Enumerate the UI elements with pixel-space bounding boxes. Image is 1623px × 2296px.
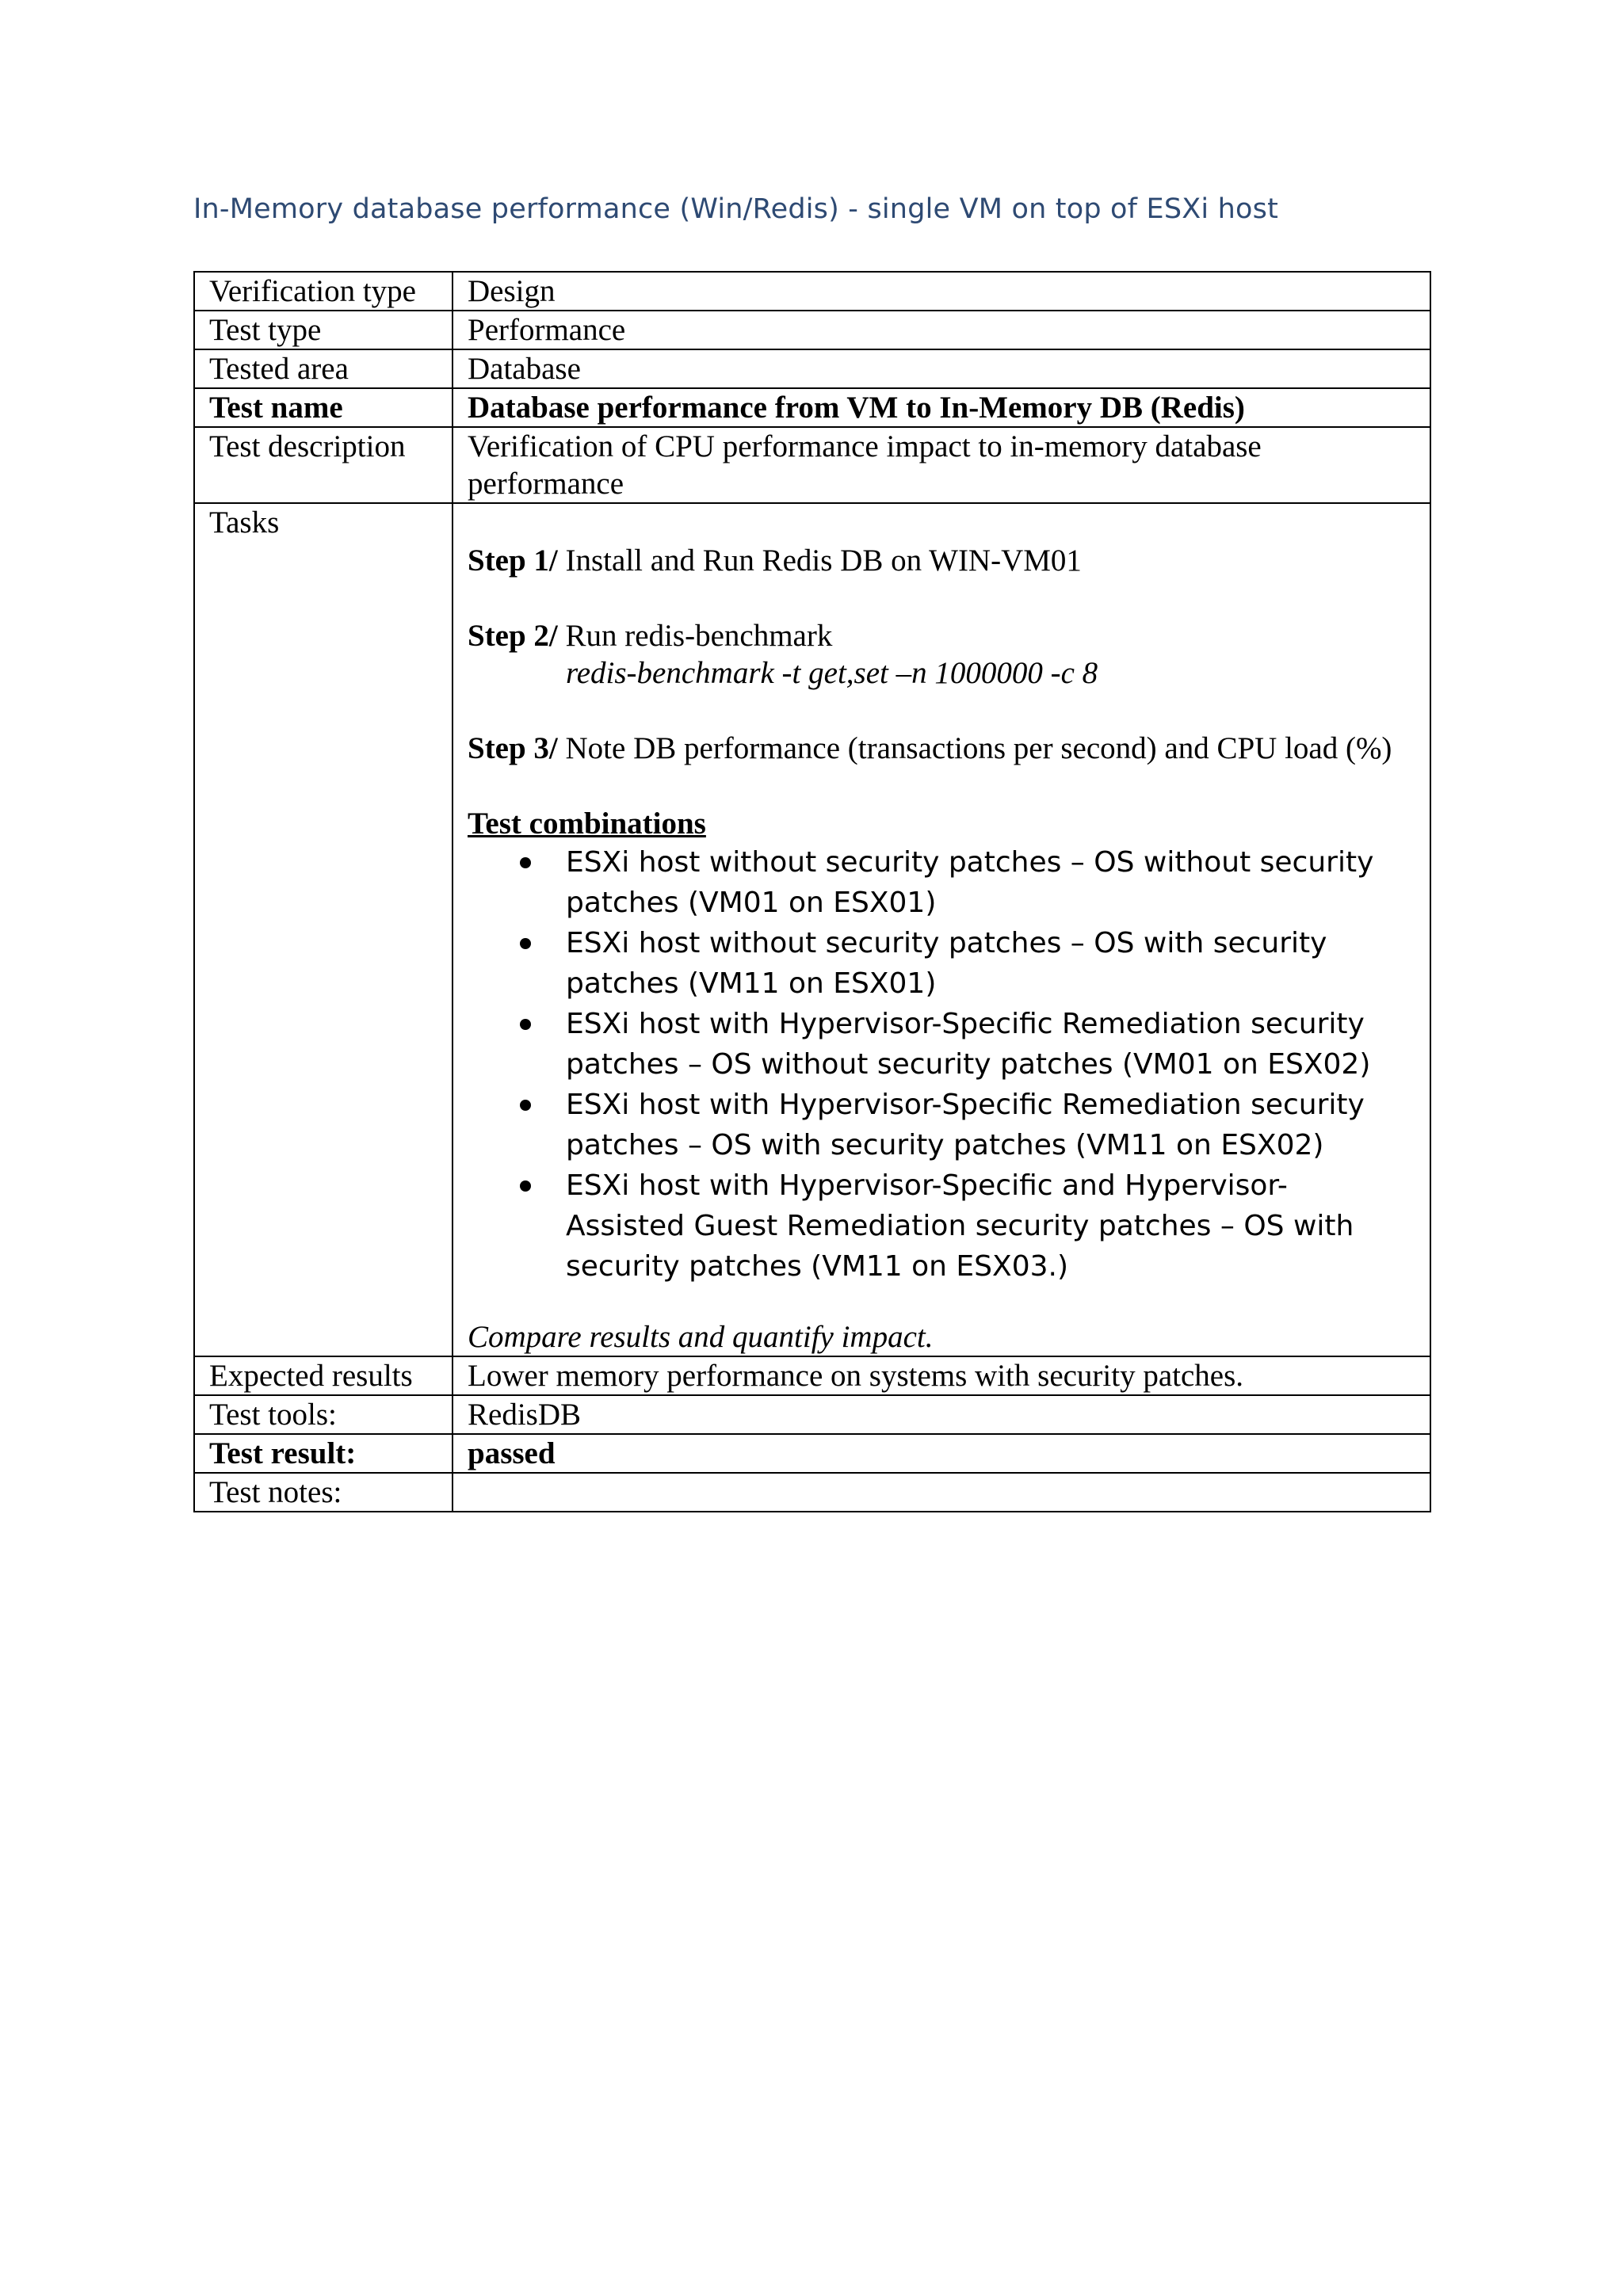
test-type-label: Test type	[194, 311, 453, 349]
table-row	[194, 1473, 1430, 1512]
step-3	[468, 730, 1411, 767]
tasks-cell	[453, 503, 1430, 1356]
step-3-label: Step 3/	[468, 731, 558, 765]
step-1	[468, 542, 1411, 579]
test-result-label: Test result:	[194, 1434, 453, 1473]
section-heading: In-Memory database performance (Win/Redis) - single VM on top of ESXi host	[193, 193, 1279, 225]
combinations-title: Test combinations	[468, 807, 706, 841]
verification-type-label: Verification type	[194, 272, 453, 311]
tested-area-label: Tested area	[194, 349, 453, 388]
expected-results-label: Expected results	[194, 1356, 453, 1395]
bullet-icon	[520, 1100, 531, 1111]
test-description-value: Verification of CPU performance impact to in-memory database performance	[453, 427, 1430, 503]
list-item: ESXi host without security patches – OS with security patches (VM11 on ESX01)	[468, 923, 1411, 1004]
table-row	[194, 272, 1430, 311]
combinations-list	[468, 842, 1411, 1287]
bullet-icon	[520, 938, 531, 949]
bullet-icon	[520, 1180, 531, 1192]
list-item: ESXi host with Hypervisor-Specific Remediation security patches – OS without security patches (VM01 on ESX02)	[468, 1004, 1411, 1085]
step-1-text: Install and Run Redis DB on WIN-VM01	[557, 543, 1082, 578]
expected-results-value: Lower memory performance on systems with security patches.	[453, 1356, 1430, 1395]
tested-area-value: Database	[453, 349, 1430, 388]
test-name-value: Database performance from VM to In-Memory DB (Redis)	[453, 388, 1430, 427]
test-name-label: Test name	[194, 388, 453, 427]
table-row	[194, 311, 1430, 349]
list-item: ESXi host with Hypervisor-Specific Remediation security patches – OS with security patches (VM11 on ESX02)	[468, 1085, 1411, 1165]
benchmark-command: redis-benchmark -t get,set –n 1000000 -c 8	[566, 656, 1098, 690]
step-3-text: Note DB performance (transactions per second) and CPU load (%)	[557, 731, 1392, 765]
test-notes-value	[453, 1473, 1430, 1512]
test-type-value: Performance	[453, 311, 1430, 349]
tasks-label: Tasks	[194, 503, 453, 1356]
list-item: ESXi host without security patches – OS without security patches (VM01 on ESX01)	[468, 842, 1411, 923]
test-tools-label: Test tools:	[194, 1395, 453, 1434]
table-row	[194, 427, 1430, 503]
table-row	[194, 349, 1430, 388]
verification-type-value: Design	[453, 272, 1430, 311]
step-2-label: Step 2/	[468, 619, 558, 653]
test-spec-table	[193, 271, 1431, 1512]
test-result-value: passed	[453, 1434, 1430, 1473]
test-tools-value: RedisDB	[453, 1395, 1430, 1434]
step-2	[468, 617, 1411, 654]
bullet-icon	[520, 857, 531, 868]
table-row	[194, 1395, 1430, 1434]
bullet-icon	[520, 1019, 531, 1030]
table-row	[194, 388, 1430, 427]
step-2-text: Run redis-benchmark	[557, 619, 833, 653]
step-1-label: Step 1/	[468, 543, 558, 578]
closing-note: Compare results and quantify impact.	[468, 1320, 934, 1354]
test-description-label: Test description	[194, 427, 453, 503]
table-row	[194, 503, 1430, 1356]
test-notes-label: Test notes:	[194, 1473, 453, 1512]
list-item: ESXi host with Hypervisor-Specific and Hypervisor-Assisted Guest Remediation security patches – OS with security patches (VM11 on ESX03.)	[468, 1165, 1411, 1287]
table-row	[194, 1356, 1430, 1395]
table-row	[194, 1434, 1430, 1473]
